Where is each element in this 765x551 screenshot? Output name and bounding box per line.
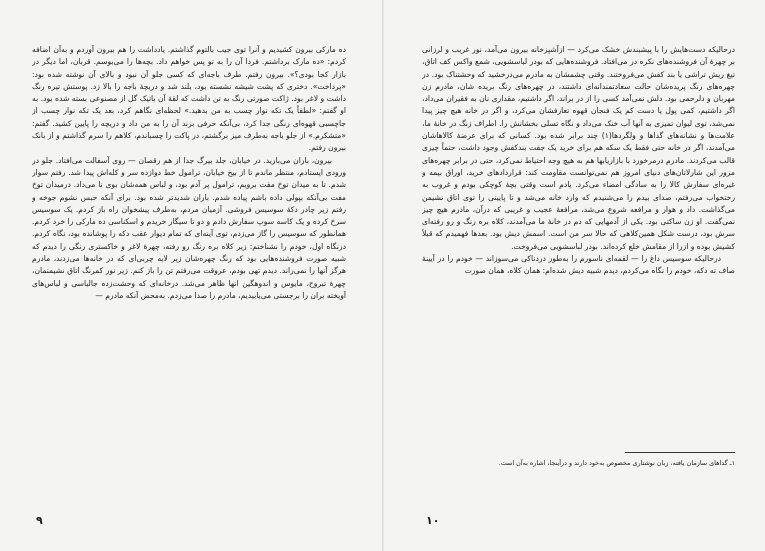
left-paragraph-1: ده مارکی بیرون کشیدیم و آنرا توی جیب بالتوم گذاشتم. یادداشت را هم بیرون آوردم و به‌آن اضافه کردم: «ده مارک برداشتم. فردا آن را به تو پس خواهم داد. بچه‌ها را می‌بوسم. قربان، اما دیگر در بازار کجا بودی؟». بیرون رفتم. طرف باجه‌ای که کسی جلو آن نبود و بالای آن نوشته شده بود: «پرداخت». دختری که پشت شیشه نشسته بود، بلند شد و دریچهٔ باجه را بالا زد. پوستش تیره رنگ داشت و لاغر بود. ژاکت صورتی رنگ به تن داشت که لقهٔ آن باتیک گل از مصنوعی بسته شده بود. به او گفتم: «لطفاً یک تکه نوار چسب به من بدهید.» لحظه‌ای نگاهم کرد، بعد یک تکه نوار چسب از جاچسبی قهوه‌ای رنگی جدا کرد، بی‌آنکه حرفی بزند آن را به من داد و دریچه را پایین کشید. گفتم: «متشکرم.» از جلو باجه به‌طرف میز برگشتم، در پاکت را چسباندم، کلاهم را سرم گذاشتم و از بانک بیرون رفتم. <box>32 45 346 153</box>
right-page <box>384 0 765 551</box>
left-page-number: ۹ <box>36 514 43 527</box>
right-page-number: ۱۰ <box>426 514 440 527</box>
left-page-body <box>32 44 346 512</box>
left-paragraph-2: بیرون، باران می‌بارید. در خیابان، جلد بیرگ جدا از هم رقصان — روی آسفالت می‌افتاد. جلو در ورودی ایستادم، منتظر ماندم تا از بیخ خیابان، ترامول خط دوازده سر و کله‌اش پیدا شد. رفتم سوار شدم. تا به میدان توخ مفت برویم، ترامول پر آدم بود، و لباس همه‌شان بوی نا می‌داد. درمیدان توخ مفت بی‌آنکه بپولی داده باشم پیاده شدم. باران شدیدتر شده بود. برای آنکه حبس نشوم جوخه و رفتم زیر چادر دکهٔ سوسیس فروشی. آزمیان مردم، به‌طرف پیشخوان راه باز کردم. یک سوسیس سرخ کرده و یک کاسه سوپ سفارش دادم و دو تا سیگار خریدم و اسکناسی ده مارکی را خرد کردم. همانطور که سوسیس را گاز می‌زدم، توی آینه‌ای که تمام دیوار عقب دکه را پوشانده بود، نگاه کردم. درنگاه اول، خودم را نشناختم: زیر کلاه بره رنگ رو رفته، چهرهٔ لاغر و خاکستری رنگی را دیدم که شبیه صورت فروشنده‌هایی بود که رنگ چهره‌شان زیر لایه چربی‌ای که در خانه‌ها می‌زدند، مادرم هرگز آنها را نمی‌راند. دیدم تهی بودم، عروقت می‌رفتم تن را باز کنم. زیر نور کمرنگ اتاق نشیمنمان، چهرهٔ تبروح، مایوس و اندوهگین انها ظاهر می‌شد. درخانه‌ای که وحشت‌زده جالبا‌سی و لباس‌های آویخته بران را برجستی می‌یابیدیم، مادرم را صدا می‌زدم. به‌محض آنکه مادرم — <box>32 155 346 300</box>
right-paragraph-1: درحالیکه دست‌هایش را با پیشبندش خشک می‌کرد — ازآشپزخانه بیرون می‌آمد، نور غریب و لرزانی بر چهرهٔ آن فروشنده‌های نکره در می‌افتاد. فروشنده‌هایی که بودر لباسشویی، شمع واکس کف اتاق، تیغ ریش تراشی یا بند کفش می‌فروختند. وقتی چشمشان به مادرم می‌درخشید که وحشتناک بود. در چهره‌های رنگ پریده‌شان حالت سعادتمندانه‌ای داشتند، در چهره‌های رنگ بریده شان، مادرم زن مهربان و دلرحمی بود. دلش نمی‌آمد کسی را از در براند، اگر داشتیم، مقداری نان به فقیران می‌داد، اگر داشتیم، کمی پول یا دست کم یک فنجان قهوه تعارفشان می‌کرد، و اگر در خانه هیچ چیز پیدا نمی‌شد، توی لیوان تمیزی به آنها آب خنک می‌داد و نگاه تسلی بخشانش را. اطراف زنگ در خانهٔ ما، علامت‌ها و نشانه‌های گداها و ولگردها(۱) چند برابر شده بود. کسانی که برای عرضهٔ کالاهاشان می‌آمدند، اگر در خانه حتی فقط یک سکه هم برای خرید یک جفت بندکفش وجود داشت، حتماً چیزی قالب می‌کردند. مادرم درمرخورد با بازاریابها هم به هیچ وجه احتیاط نمی‌کرد، حتی در برابر چهره‌های مزور این شارلاتان‌های دنیای امروز هم نمی‌توانست مقاومت کند: قراردادهای خرید، اوراق بیمه و غیره‌ای سفارش کالا را به سادگی امضاء می‌کرد. یادم است وقتی بچهٔ کوچکی بودم و غروب به رختخواب می‌رفتم، صدای بیدم را می‌شنیدم که وارد خانه می‌شد و تا پایینی را توی اتاق نشیمن می‌گذاشت. داد و هوار و مرافعه شروع می‌شد، مرافعهٔ عجیب و غریبی که درآن، مادرم هیچ چیز نمی‌گفت. او زن ساکتی بود. یکی از آدمهایی که دم در خانهٔ ما می‌آمدند، کلاه بره رنگ و رو رفته‌ای سرش بود، درست شکل همین‌کلاهی که حالا سر من است. اسمش دیش بود. بعدها فهمیدم که قبلاً کشیش بوده و ازرا از مقامش خلع کرده‌اند. بودر لباسشویی می‌فروخت. <box>422 45 735 251</box>
right-page-body <box>422 44 735 442</box>
footnote: ۱ـ گداهای سازمان یافته، زبان نوشتاری مخصوص به‌خود دارند و درآینجا، اشاره به‌آن است. <box>498 459 735 467</box>
left-page <box>0 0 382 551</box>
right-paragraph-2: درحالیکه سوسیس داغ را — لقمه‌ای ناسورم را به‌طور دردناکی می‌سوزاند — خودم را در آیینهٔ صاف ته دکه، خودم را نگاه می‌کردم، دیدم شبیه دیش شده‌ام: همان کلاه، همان صورت <box>422 254 735 276</box>
footnote-divider <box>625 452 735 453</box>
